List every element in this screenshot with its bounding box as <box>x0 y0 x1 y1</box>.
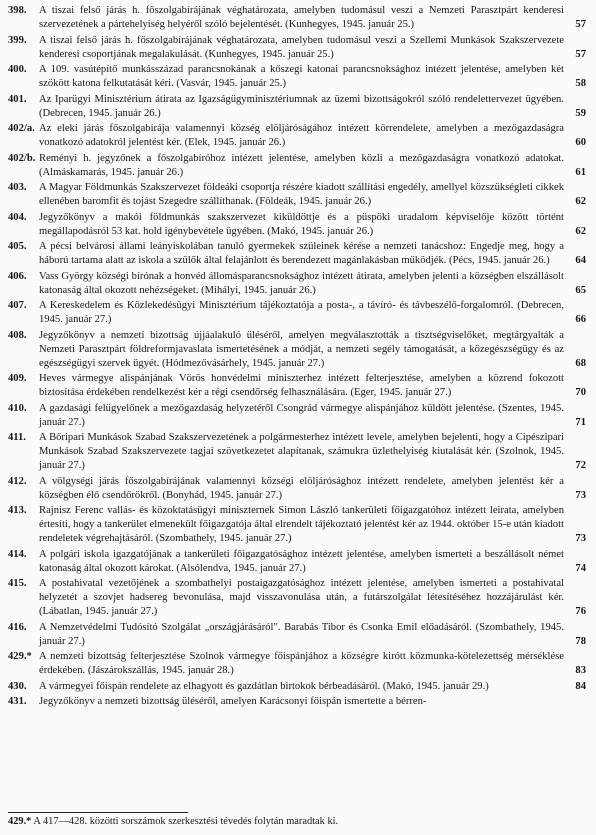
toc-entry <box>8 577 586 619</box>
entry-text: Heves vármegye alispánjának Vörös honvédelmi miniszterhez intézett felterjesztése, amelyben a közrend fokozott biztosítása érdekében rendelkezést kér a régi csendőrség felhasználására. (Eger, 1945. január 27.) <box>39 373 564 398</box>
entry-page-number: 73 <box>575 533 586 544</box>
toc-entry <box>8 329 586 371</box>
toc-entry <box>8 211 586 239</box>
entry-text: Jegyzőkönyv a nemzeti bizottság üléséről, amelyen Karácsonyi főispán ismertette a bérren- <box>39 696 427 707</box>
entry-number: 415. <box>8 578 27 589</box>
toc-entry <box>8 475 586 503</box>
entry-text: A Magyar Földmunkás Szakszervezet földeáki csoportja részére kiadott szállítási engedély, amellyel közszükségleti cikkek ellenében baromfit és tojást Szegedre szállíthanak. (Földeák, 1945. január 26.) <box>39 182 564 207</box>
entry-text: Vass György községi bírónak a honvéd állomásparancsnoksághoz intézett átirata, amelyben jelenti a községben elszállásolt katonaság által okozott nehézségeket. (Mihályi, 1945. január 26.) <box>39 270 564 296</box>
toc-entry <box>8 34 586 62</box>
entry-page-number: 76 <box>575 606 586 617</box>
entry-page-number: 65 <box>575 284 586 296</box>
entry-number: 405. <box>8 241 27 252</box>
footnote-text: A 417—428. közötti sorszámok szerkesztési tévedés folytán maradtak ki. <box>33 816 339 827</box>
entry-text: A Nemzetvédelmi Tudósító Szolgálat „országjárásáról". Barabás Tibor és Csonka Emil előadásáról. (Szombathely, 1945. január 27.) <box>39 621 564 647</box>
entry-page-number: 61 <box>575 166 586 178</box>
entry-page-number: 66 <box>575 314 586 325</box>
entry-number: 411. <box>8 432 26 443</box>
entry-page-number: 74 <box>575 562 586 574</box>
entry-number: 413. <box>8 505 27 516</box>
entry-text: A 109. vasútépítő munkásszázad parancsnokának a kőszegi katonai parancsnoksághoz intézett jelentése, amelyben két szökött katona felkutatását kéri. (Vasvár, 1945. január 25.) <box>39 64 564 89</box>
entry-number: 403. <box>8 182 27 193</box>
entry-page-number: 78 <box>575 635 586 647</box>
entry-number: 399. <box>8 34 27 46</box>
entry-number: 406. <box>8 270 27 282</box>
entry-page-number: 62 <box>575 225 586 237</box>
entry-page-number: 70 <box>575 387 586 398</box>
toc-entry <box>8 93 586 121</box>
entry-text: A völgységi járás főszolgabírájának valamennyi községi elöljárósághoz intézett rendelete, amelyben jelentést kér a községben élő csendőrökről. (Bonyhád, 1945. január 27.) <box>39 475 564 501</box>
toc-entry <box>8 152 586 180</box>
entry-number: 412. <box>8 475 27 487</box>
entry-text: A Bőripari Munkások Szabad Szakszervezetének a polgármesterhez intézett levele, amelyben bejelenti, hogy a Cipészipari Munkások Szabad Szakszervezete tagjai szövetkezetet alapítanak, számukra üzlethelyiség kiutalását kér. (Szolnok, 1945. január 27.) <box>39 432 564 471</box>
toc-entry <box>8 63 586 91</box>
toc-entry <box>8 122 586 150</box>
toc-entry <box>8 299 586 327</box>
toc-entry <box>8 695 586 709</box>
entry-page-number: 57 <box>575 48 586 60</box>
entry-page-number: 58 <box>575 78 586 89</box>
entry-number: 414. <box>8 548 27 560</box>
entry-number: 401. <box>8 93 27 105</box>
toc-entry <box>8 548 586 576</box>
entry-text: A vármegyei főispán rendelete az elhagyott és gazdátlan birtokok bérbeadásáról. (Makó, 1945. január 29.) <box>39 680 489 692</box>
entry-text: A pécsi belvárosi állami leányiskolában tanuló gyermekek szüleinek kérése a nemzeti tanácshoz: Engedje meg, hogy a háború tartama alatt az iskola a szülők által felajánlott és berendezett magánlakásban működjék. (Pécs, 1945. január 26.) <box>39 241 564 266</box>
entry-text: Az eleki járás főszolgabírája valamennyi község elöljáróságához intézett körrendelete, amelyben a mezőgazdaságra vonatkozó adatokról jelentést kér. (Elek, 1945. január 26.) <box>39 123 564 148</box>
entry-page-number: 71 <box>575 416 586 428</box>
toc-entry <box>8 4 586 32</box>
entry-text: Az Iparügyi Minisztérium átirata az Igazságügyminisztériumnak az üzemi bizottságokról szóló rendelettervezet ügyében. (Debrecen, 1945. január 26.) <box>39 93 564 119</box>
entry-text: A Kereskedelem és Közlekedésügyi Minisztérium tájékoztatója a posta-, a távíró- és távbeszélő-forgalomról. (Debrecen, 1945. január 27.) <box>39 300 564 325</box>
toc-entry <box>8 680 586 694</box>
entry-number: 430. <box>8 680 27 692</box>
entry-page-number: 60 <box>575 137 586 148</box>
entry-number: 410. <box>8 402 27 414</box>
entry-page-number: 68 <box>575 357 586 369</box>
entry-number: 398. <box>8 5 27 16</box>
toc-entry <box>8 504 586 546</box>
entry-number: 407. <box>8 300 27 311</box>
entry-text: A tiszai felső járás h. főszolgabírájának véghatározata, amelyben tudomásul veszi a Nemzeti Parasztpárt kenderesi szervezetének a pártehelyiség helyéről szóló bejelentését. (Kunhegyes, 1945. január 25.) <box>39 5 564 30</box>
entry-number: 400. <box>8 64 27 75</box>
toc-entry <box>8 650 586 678</box>
toc-entry <box>8 621 586 649</box>
toc-entry <box>8 372 586 400</box>
toc-entry <box>8 431 586 473</box>
entry-text: Jegyzőkönyv a nemzeti bizottság újjáalakuló üléséről, amelyen megválasztották a tisztségviselőket, megtárgyalták a Nemzeti Parasztpárt földreformjavaslata ismertetésének a módját, a nemzeti segély támogatását, a közegészségügy és az egészségügyi szervek ügyét. (Hódmezővásárhely, 1945. január 27.) <box>39 329 564 369</box>
entry-page-number: 62 <box>575 196 586 207</box>
entry-text: Reményi h. jegyzőnek a főszolgabíróhoz intézett jelentése, amelyben közli a mezőgazdaságra vonatkozó adatokat. (Almáskamarás, 1945. január 26.) <box>39 152 564 178</box>
footnote <box>8 815 586 829</box>
entry-page-number: 64 <box>575 255 586 266</box>
entry-number: 409. <box>8 373 27 384</box>
entry-text: Rajnisz Ferenc vallás- és közoktatásügyi miniszternek Simon László tankerületi főigazgatóhoz intézett leirata, amelyben értesíti, hogy a tankerület elmenekült főigazgatója által elrendelt tájékoztató jelentést kér az 1944. október 15-e után kiadott rendeletek végrehajtásáról. (Szombathely, 1945. január 27.) <box>39 505 564 544</box>
entry-number: 431. <box>8 696 27 707</box>
toc-entry <box>8 240 586 268</box>
entry-number: 416. <box>8 621 27 633</box>
entry-page-number: 72 <box>575 460 586 471</box>
entry-page-number: 57 <box>575 19 586 30</box>
entry-number: 408. <box>8 329 27 341</box>
entry-text: A tiszai felső járás h. főszolgabírájának véghatározata, amelyben tudomásul veszi a Szellemi Munkások Szakszervezete kenderesi csoportjának megalakulását. (Kunhegyes, 1945. január 25.) <box>39 34 564 60</box>
entry-number: 404. <box>8 211 27 223</box>
toc-entry <box>8 402 586 430</box>
entry-text: Jegyzőkönyv a makói földmunkás szakszervezet kiküldöttje és a püspöki uradalom képviselője között történt megállapodásról 53 kat. hold igénybevétele ügyében. (Makó, 1945. január 26.) <box>39 211 564 237</box>
toc-entry <box>8 181 586 209</box>
entry-number: 402/b. <box>8 152 36 164</box>
entry-text: A postahivatal vezetőjének a szombathelyi postaigazgatósághoz intézett jelentése, amelyben ismerteti a postahivatal helyzetét a szovjet hadsereg bevonulása, majd visszavonulása után, a futárszolgálat létesítéséhez hozzájárulást kér. (Lábatlan, 1945. január 27.) <box>39 578 564 617</box>
entry-page-number: 73 <box>575 489 586 501</box>
entry-page-number: 59 <box>575 107 586 119</box>
toc-entry <box>8 270 586 298</box>
entry-number: 402/a. <box>8 123 35 134</box>
entry-text: A gazdasági felügyelőnek a mezőgazdaság helyzetéről Csongrád vármegye alispánjához küldött jelentése. (Szentes, 1945. január 27.) <box>39 402 564 428</box>
footnote-marker: 429.* <box>8 816 32 827</box>
entry-text: A nemzeti bizottság felterjesztése Szolnok vármegye főispánjához a községre kirótt közmunka-kötelezettség mérséklése érdekében. (Jászárokszállás, 1945. január 28.) <box>39 651 564 676</box>
entry-page-number: 84 <box>575 680 586 692</box>
entry-text: A polgári iskola igazgatójának a tankerületi főigazgatósághoz intézett jelentése, amelyben ismerteti a beszállásolt német katonaság által okozott károkat. (Alsólendva, 1945. január 27.) <box>39 548 564 574</box>
entry-number: 429.* <box>8 651 32 662</box>
table-of-contents <box>8 4 586 711</box>
entry-page-number: 83 <box>575 665 586 676</box>
footnote-rule <box>8 812 188 813</box>
